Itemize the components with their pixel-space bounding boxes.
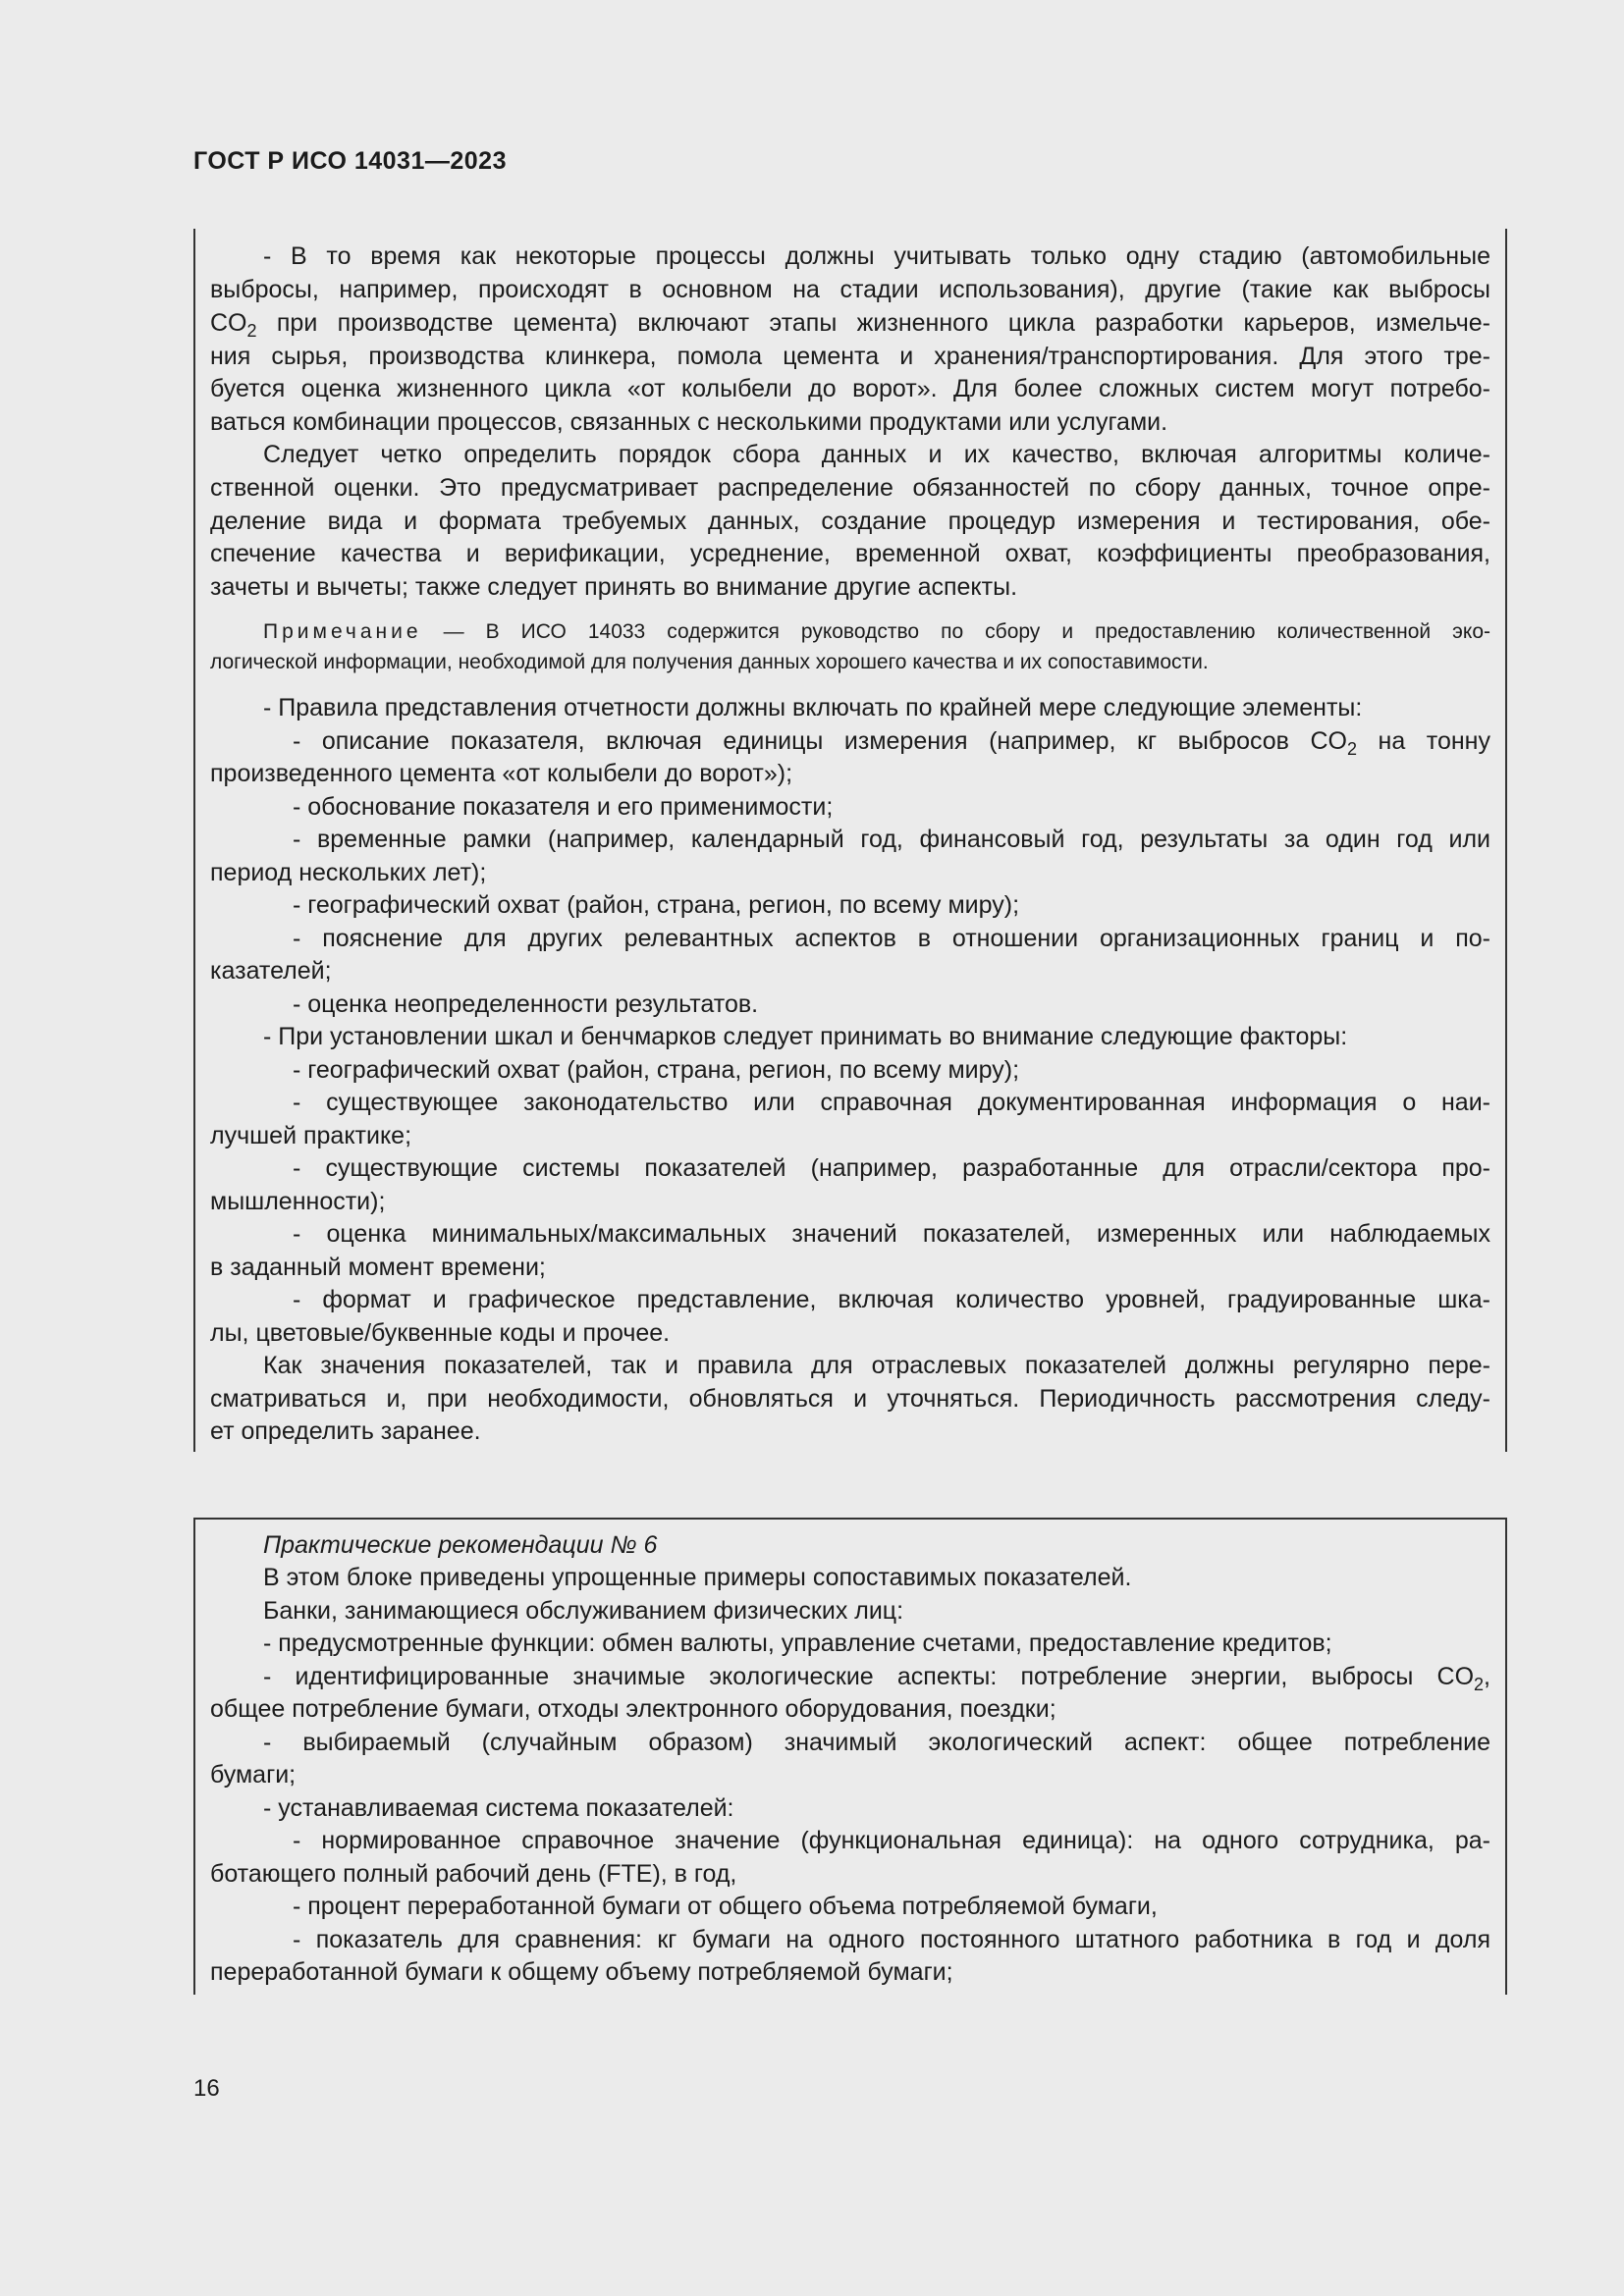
list-item: - предусмотренные функции: обмен валюты, управление счетами, предоставление кредитов; (263, 1629, 1332, 1657)
page-number: 16 (193, 2075, 220, 2102)
list-item: лы, цветовые/буквенные коды и прочее. (210, 1319, 671, 1347)
list-item: - оценка неопределенности результатов. (293, 990, 759, 1018)
list-item: мышленности); (210, 1188, 386, 1215)
note-label: Примечание (263, 620, 422, 643)
list-item: - устанавливаемая система показателей: (263, 1794, 734, 1822)
list-item: ботающего полный рабочий день (FTE), в год, (210, 1860, 737, 1888)
paragraph-line: зачеты и вычеты; также следует принять во внимание другие аспекты. (210, 573, 1018, 601)
list-item: общее потребление бумаги, отходы электронного оборудования, поездки; (210, 1695, 1056, 1723)
note-line (263, 615, 1490, 648)
list-item: период нескольких лет); (210, 859, 487, 886)
list-item: - пояснение для других релевантных аспектов в отношении организационных границ и по- (293, 925, 1490, 952)
list-item (263, 1661, 1490, 1693)
list-item: - географический охват (район, страна, регион, по всему миру); (293, 1056, 1020, 1084)
list-item: - нормированное справочное значение (функциональная единица): на одного сотрудника, ра- (293, 1827, 1490, 1854)
subscript: 2 (246, 321, 257, 341)
paragraph-line: В этом блоке приведены упрощенные примеры сопоставимых показателей. (263, 1564, 1132, 1591)
paragraph-line: буется оценка жизненного цикла «от колыбели до ворот». Для более сложных систем могут потребо- (210, 375, 1490, 402)
paragraph-line: спечение качества и верификации, усреднение, временной охват, коэффициенты преобразования, (210, 540, 1490, 567)
paragraph-line: - В то время как некоторые процессы должны учитывать только одну стадию (автомобильные (263, 242, 1490, 270)
list-item: переработанной бумаги к общему объему потребляемой бумаги; (210, 1958, 953, 1986)
list-item: бумаги; (210, 1761, 297, 1789)
paragraph-line: Как значения показателей, так и правила для отраслевых показателей должны регулярно пере- (263, 1352, 1490, 1379)
list-item: произведенного цемента «от колыбели до ворот»); (210, 760, 793, 787)
subscript: 2 (1474, 1675, 1485, 1694)
subscript: 2 (1347, 739, 1358, 759)
paragraph-line: сматриваться и, при необходимости, обновляться и уточняться. Периодичность рассмотрения следу- (210, 1385, 1490, 1413)
line-text: - идентифицированные значимые экологические аспекты: потребление энергии, выбросы CO (263, 1663, 1475, 1690)
paragraph-line: ет определить заранее. (210, 1417, 481, 1445)
co2-text: CO (210, 309, 247, 337)
list-item: в заданный момент времени; (210, 1254, 546, 1281)
paragraph-line: Банки, занимающиеся обслуживанием физических лиц: (263, 1597, 904, 1625)
line-text: , (1484, 1663, 1490, 1690)
line-text: - описание показателя, включая единицы измерения (например, кг выбросов CO (293, 727, 1347, 755)
line-text: на тонну (1357, 727, 1490, 755)
list-item: - показатель для сравнения: кг бумаги на одного постоянного штатного работника в год и доля (293, 1926, 1490, 1953)
paragraph-line: ваться комбинации процессов, связанных с несколькими продуктами или услугами. (210, 408, 1168, 436)
list-item: - обоснование показателя и его применимости; (293, 793, 834, 821)
list-intro: - При установлении шкал и бенчмарков следует принимать во внимание следующие факторы: (263, 1023, 1348, 1050)
paragraph-line: выбросы, например, происходят в основном на стадии использования), другие (такие как выбросы (210, 276, 1490, 303)
list-item: - оценка минимальных/максимальных значений показателей, измеренных или наблюдаемых (293, 1220, 1490, 1248)
list-item: казателей; (210, 957, 332, 985)
list-item: - временные рамки (например, календарный год, финансовый год, результаты за один год или (293, 826, 1490, 853)
list-item: - географический охват (район, страна, регион, по всему миру); (293, 891, 1020, 919)
paragraph-line: ния сырья, производства клинкера, помола цемента и хранения/транспортирования. Для этого тре- (210, 343, 1490, 370)
note-line: логической информации, необходимой для получения данных хорошего качества и их сопоставимости. (210, 651, 1209, 673)
list-item: лучшей практике; (210, 1122, 412, 1149)
list-item: - процент переработанной бумаги от общего объема потребляемой бумаги, (293, 1893, 1158, 1920)
line-text: при производстве цемента) включают этапы жизненного цикла разработки карьеров, измельче- (256, 309, 1490, 337)
list-item: - формат и графическое представление, включая количество уровней, градуированные шка- (293, 1286, 1490, 1313)
list-intro: - Правила представления отчетности должны включать по крайней мере следующие элементы: (263, 694, 1363, 721)
list-item (293, 725, 1490, 758)
recommendations-title: Практические рекомендации № 6 (263, 1531, 658, 1559)
paragraph-line (210, 307, 1490, 340)
paragraph-line: ственной оценки. Это предусматривает распределение обязанностей по сбору данных, точное опре- (210, 474, 1490, 502)
list-item: - существующие системы показателей (например, разработанные для отрасли/сектора про- (293, 1154, 1490, 1182)
list-item: - существующее законодательство или справочная документированная информация о наи- (293, 1089, 1490, 1116)
paragraph-line: деление вида и формата требуемых данных, создание процедур измерения и тестирования, обе- (210, 507, 1490, 535)
document-header: ГОСТ Р ИСО 14031—2023 (193, 147, 507, 175)
paragraph-line: Следует четко определить порядок сбора данных и их качество, включая алгоритмы количе- (263, 441, 1490, 468)
note-text: — В ИСО 14033 содержится руководство по сбору и предоставлению количественной эко- (421, 620, 1490, 643)
list-item: - выбираемый (случайным образом) значимый экологический аспект: общее потребление (263, 1729, 1490, 1756)
